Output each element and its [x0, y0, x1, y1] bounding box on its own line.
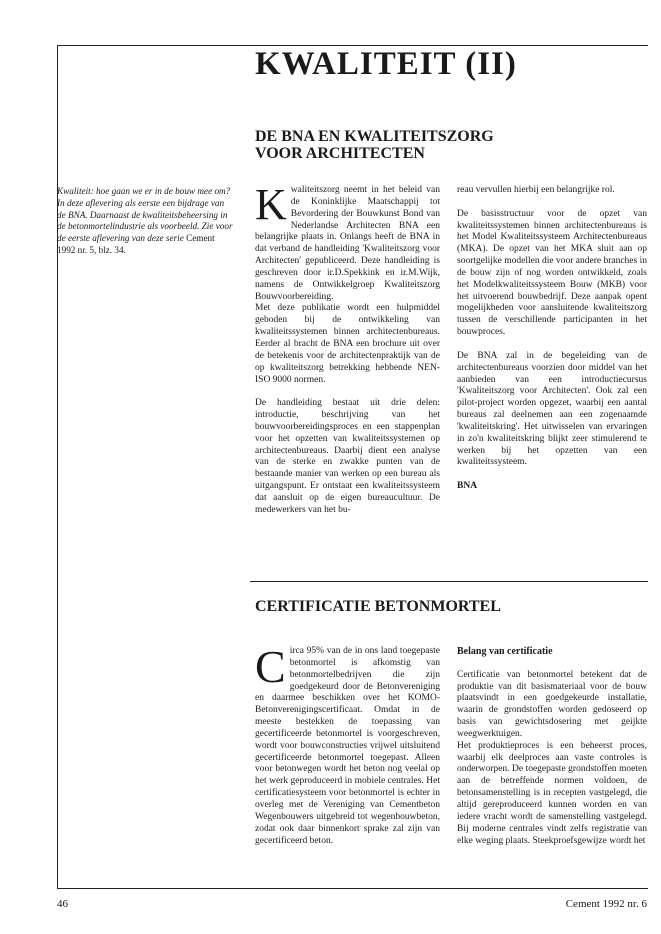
article1-column1	[255, 180, 440, 528]
article2-col2-para2: Het produktieproces is een beheerst proces, waarbij elk deelproces aan vaste controles is onderworpen. De toegepaste grondstoffen moeten aan de betreffende normen voldoen, de betonsamenstelling is in recepten vastgelegd, die altijd gereproduceerd kunnen worden en van iedere vracht wordt de samenstelling vastgelegd. Bij moderne centrales vindt zelfs registratie van elke weging plaats. Steekproefsgewijze wordt het	[457, 740, 647, 846]
article1-dropcap: K	[255, 180, 287, 229]
bottom-rule	[57, 888, 648, 889]
article1-signature: BNA	[457, 481, 478, 492]
article2-dropcap: C	[255, 641, 286, 692]
article1-col2-para1: reau vervullen hierbij een belangrijke rol.	[457, 185, 615, 195]
article1-col2-para3: De BNA zal in de begeleiding van de architectenbureaus voorzien door middel van het aanbieden van een introductiecursus 'Kwaliteitszorg voor Architecten'. Ook zal een pilot-project worden opgezet, waarbij een aantal bureaus zal deelnemen aan een zogenaamde 'kwaliteitskring'. Het uitwisselen van ervaringen in zo'n kwaliteitskring blijkt zeer stimulerend te werken bij het opzetten van een kwaliteitssysteem.	[457, 350, 647, 468]
article1-col2-para2: De basisstructuur voor de opzet van kwaliteitssystemen binnen architectenbureaus is het Model Kwaliteitssysteem Architectenbureaus (MKA). De opzet van het MKA sluit aan op soortgelijke modellen die voor andere branches in de bouw zijn of nog worden ontwikkeld, zoals het Modelkwaliteitssysteem Bouw (MKB) voor het uitvoerend bouwbedrijf. Deze aanpak opent mogelijkheden voor aansluitende kwaliteitszorg tussen de verschillende participanten in het bouwproces.	[457, 208, 647, 338]
article2-subheading: Belang van certificatie	[457, 646, 553, 657]
section-rule	[250, 581, 648, 582]
left-rule	[57, 45, 58, 889]
article2-heading: CERTIFICATIE BETONMORTEL	[255, 598, 501, 615]
sidebar-intro	[57, 186, 235, 257]
page-number: 46	[57, 898, 68, 910]
article1-col1-para2: Met deze publikatie wordt een hulpmiddel geboden bij de ontwikkeling van kwaliteitssystemen binnen architectenbureaus. Eerder al bracht de BNA een brochure uit over de betekenis voor de architectenpraktijk van de op kwaliteitszorg betrekking hebbende NEN-ISO 9000 normen.	[255, 303, 440, 385]
journal-footer: Cement 1992 nr. 6	[565, 898, 647, 910]
page-title: KWALITEIT (II)	[255, 46, 517, 82]
sidebar-intro-text: Kwaliteit: hoe gaan we er in de bouw mee om? In deze aflevering als eerste een bijdrage van de BNA. Daarnaast de kwaliteitsbeheersing in de betonmortelindustrie als voorbeeld. Zie voor de eerste aflevering van deze serie	[57, 186, 233, 244]
article2-column1	[255, 641, 440, 859]
article1-col1-para3: De handleiding bestaat uit drie delen: introductie, beschrijving van het bouwvoorbereidingsproces en een stappenplan voor het opzetten van kwaliteitssystemen op architectenbureaus. Daarbij dient een analyse van de sterke en zwakke punten van de bestaande manier van werken op een bureau als uitgangspunt. Er ontstaat een kwaliteitssysteem dat aansluit op de eigen bureaucultuur. De medewerkers van het bu-	[255, 398, 440, 515]
article1-heading	[255, 128, 645, 162]
sidebar-reference: Cement 1992 nr. 5, blz. 34.	[57, 233, 215, 255]
article2-column2	[457, 646, 647, 847]
article2-col1-para1: irca 95% van de in ons land toegepaste betonmortel is afkomstig van betonmortelbedrijven die zijn goedgekeurd door de Betonvereniging en daarmee beschikken over het KOMO-Betonverenigingscertificaat. Omdat in de meeste bestekken de toepassing van gecertificeerde betonmortel is voorgeschreven, wordt voor bouwconstructies vrijwel uitsluitend gecertificeerde betonmortel toegepast. Alleen voor betonwegen wordt het beton nog veelal op het werk geproduceerd in mobiele centrales. Het certificatiesysteem voor betonmortel is echter in overleg met de Vereniging van Cementbeton Wegenbouwers uitgebreid tot wegenbouwbeton, zodat ook daar binnenkort sprake zal zijn van gecertificeerd beton.	[255, 646, 440, 846]
article1-heading-line1: DE BNA EN KWALITEITSZORG	[255, 128, 494, 145]
article1-heading-line2: VOOR ARCHITECTEN	[255, 145, 425, 162]
article1-column2	[457, 185, 647, 493]
article1-col1-para1: waliteitszorg neemt in het beleid van de Koninklijke Maatschappij tot Bevordering der Bouwkunst Bond van Nederlandse Architecten BNA een belangrijke plaats in. Onlangs heeft de BNA in dat verband de handleiding 'Kwaliteitszorg voor Architecten' gepubliceerd. Deze handleiding is geschreven door ir.D.Spekkink en ir.M.Wijk, namens de Ontwikkelgroep Kwaliteitszorg Bouwvoorbereiding.	[255, 185, 440, 302]
article2-col2-para1: Certificatie van betonmortel betekent dat de produktie van dit basismateriaal voor de bouw plaatsvindt in een goedgekeurde installatie, waarin de grondstoffen worden gedoseerd op basis van gewichtsdosering met geijkte weegwerktuigen.	[457, 669, 647, 739]
